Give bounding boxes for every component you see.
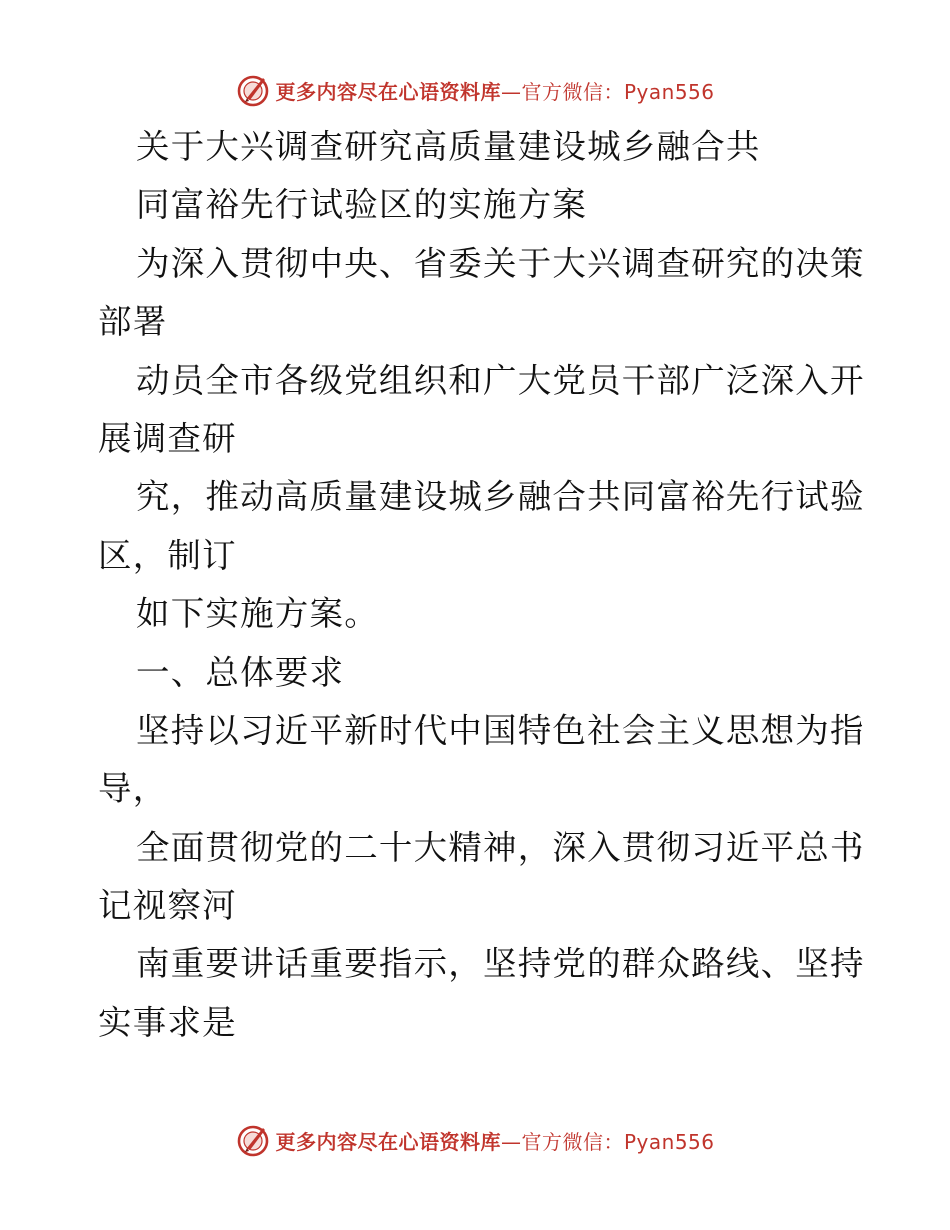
banner-text	[275, 76, 714, 105]
banner-official-label: 官方微信：	[521, 1129, 624, 1154]
text-line: 部署	[98, 302, 168, 342]
text-line: 记视察河	[98, 886, 237, 926]
banner-text	[275, 1126, 714, 1155]
quill-logo-icon	[235, 72, 271, 108]
banner-main-text: 更多内容尽在心语资料库	[275, 1129, 501, 1154]
text-line: 坚持以习近平新时代中国特色社会主义思想为指	[136, 710, 865, 750]
banner-dash: —	[500, 79, 522, 104]
banner-wechat-id: Pyan556	[623, 1129, 715, 1154]
footer-banner	[0, 1118, 950, 1162]
text-line: 如下实施方案。	[136, 594, 379, 634]
text-line: 实事求是	[98, 1002, 237, 1042]
banner-main-text: 更多内容尽在心语资料库	[275, 79, 501, 104]
text-line: 同富裕先行试验区的实施方案	[136, 185, 588, 225]
text-line: 为深入贯彻中央、省委关于大兴调查研究的决策	[136, 243, 865, 283]
text-line: 全面贯彻党的二十大精神，深入贯彻习近平总书	[136, 827, 865, 867]
text-line: 一、总体要求	[136, 652, 345, 692]
header-banner	[0, 68, 950, 112]
text-line: 南重要讲话重要指示，坚持党的群众路线、坚持	[136, 944, 865, 984]
banner-wechat-id: Pyan556	[623, 79, 715, 104]
banner-official-label: 官方微信：	[521, 79, 624, 104]
text-line: 区，制订	[98, 535, 237, 575]
document-body	[98, 118, 865, 1052]
text-line: 究，推动高质量建设城乡融合共同富裕先行试验	[136, 477, 865, 517]
text-line: 展调查研	[98, 418, 237, 458]
quill-logo-icon	[235, 1122, 271, 1158]
banner-dash: —	[500, 1129, 522, 1154]
text-line: 导，	[98, 769, 168, 809]
text-line: 关于大兴调查研究高质量建设城乡融合共	[136, 127, 761, 166]
text-line: 动员全市各级党组织和广大党员干部广泛深入开	[136, 360, 865, 400]
